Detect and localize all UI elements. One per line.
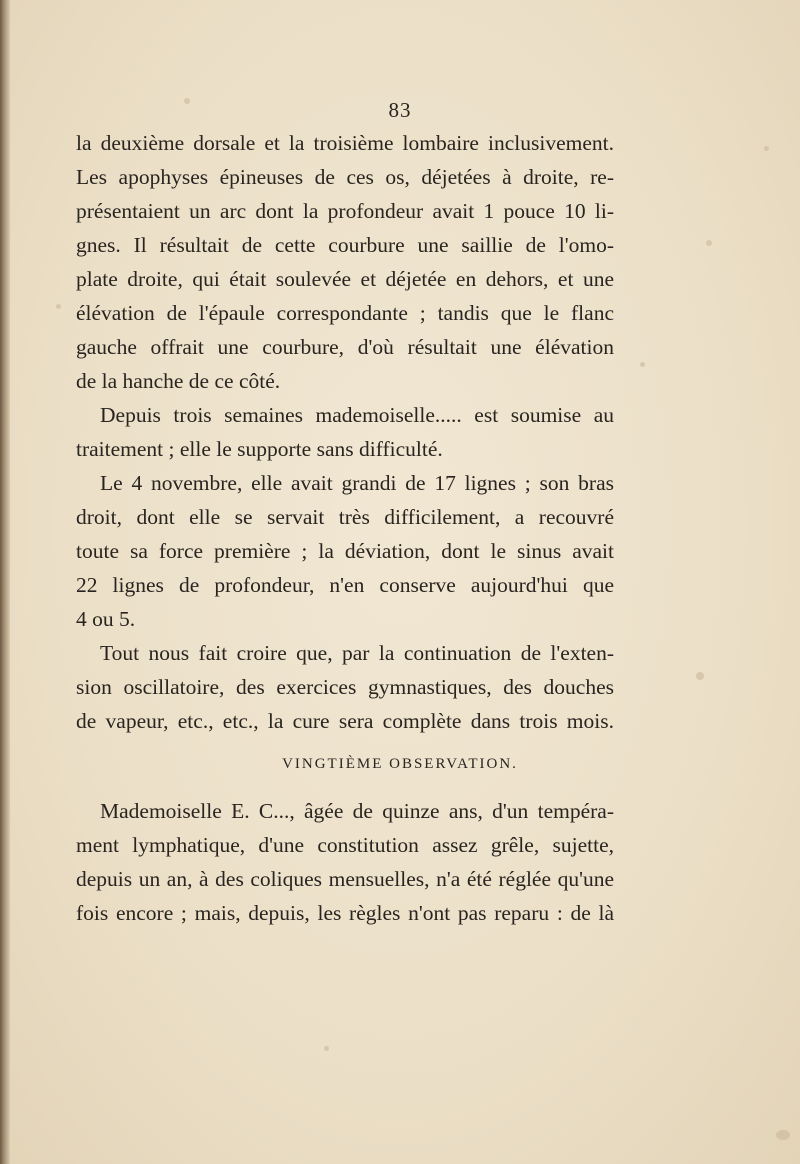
text-line: traitement ; elle le supporte sans difficulté.: [76, 437, 443, 461]
text-line: Tout nous fait croire que, par la continuation de l'exten-: [100, 641, 614, 665]
text-line: élévation de l'épaule correspondante ; tandis que le flanc: [76, 301, 614, 325]
text-line: Le 4 novembre, elle avait grandi de 17 lignes ; son bras: [100, 471, 614, 495]
text-line: Les apophyses épineuses de ces os, déjetées à droite, re-: [76, 165, 614, 189]
paragraph: [76, 126, 614, 398]
paragraph: [76, 794, 614, 930]
text-line: gnes. Il résultait de cette courbure une saillie de l'omo-: [76, 233, 614, 257]
paper-speck: [776, 1130, 790, 1140]
text-line: ment lymphatique, d'une constitution assez grêle, sujette,: [76, 833, 614, 857]
paragraph: [76, 398, 614, 466]
text-line: la deuxième dorsale et la troisième lombaire inclusivement.: [76, 131, 614, 155]
text-line: depuis un an, à des coliques mensuelles, n'a été réglée qu'une: [76, 867, 614, 891]
paper-speck: [640, 362, 645, 367]
body-text-bottom: [76, 794, 614, 930]
paper-speck: [764, 146, 769, 151]
paper-speck: [56, 304, 61, 309]
section-title: VINGTIÈME OBSERVATION.: [282, 756, 518, 772]
text-line: plate droite, qui était soulevée et déjetée en dehors, et une: [76, 267, 614, 291]
page-number: 83: [388, 98, 412, 122]
text-line: Depuis trois semaines mademoiselle..... est soumise au: [100, 403, 614, 427]
text-line: Mademoiselle E. C..., âgée de quinze ans, d'un tempéra-: [100, 799, 614, 823]
text-line: gauche offrait une courbure, d'où résultait une élévation: [76, 335, 614, 359]
paper-speck: [706, 240, 712, 246]
paragraph: [76, 466, 614, 636]
binding-edge: [0, 0, 10, 1164]
paragraph: [76, 636, 614, 738]
text-line: de vapeur, etc., etc., la cure sera complète dans trois mois.: [76, 709, 614, 733]
text-line: sion oscillatoire, des exercices gymnastiques, des douches: [76, 675, 614, 699]
paper-speck: [324, 1046, 329, 1051]
text-line: 4 ou 5.: [76, 607, 136, 631]
paper-speck: [696, 672, 704, 680]
text-line: présentaient un arc dont la profondeur avait 1 pouce 10 li-: [76, 199, 614, 223]
text-line: fois encore ; mais, depuis, les règles n'ont pas reparu : de là: [76, 901, 614, 925]
text-line: 22 lignes de profondeur, n'en conserve aujourd'hui que: [76, 573, 614, 597]
body-text-top: [76, 126, 614, 738]
text-line: droit, dont elle se servait très difficilement, a recouvré: [76, 505, 614, 529]
text-line: toute sa force première ; la déviation, dont le sinus avait: [76, 539, 614, 563]
text-line: de la hanche de ce côté.: [76, 369, 281, 393]
